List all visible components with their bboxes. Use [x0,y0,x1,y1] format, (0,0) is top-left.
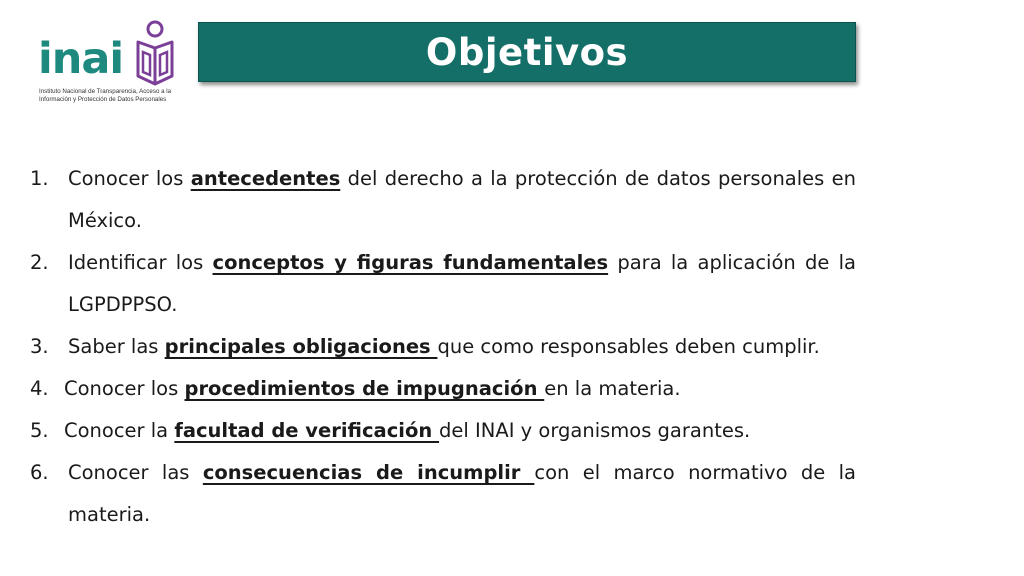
objective-text: Conocer las [68,461,203,484]
title-bar [198,22,856,82]
objective-number: 3. [30,335,49,358]
page-title: Objetivos [425,30,629,74]
objective-item [30,368,856,410]
objective-number: 2. [30,251,49,274]
logo-wordmark: inai [38,34,124,84]
objective-number: 5. [30,419,49,442]
objective-text: Saber las [68,335,165,358]
objectives-list [30,158,856,536]
objective-item [30,410,856,452]
objective-text: con el marco normativo de la materia. [68,461,856,526]
objective-text: Conocer la [64,419,175,442]
objective-keyword: antecedentes [190,167,341,190]
objective-text: del derecho a la protección de datos personales en México. [68,167,856,232]
objective-item [30,242,856,326]
objective-number: 4. [30,377,49,400]
objective-item [30,452,856,536]
objective-keyword: conceptos y figuras fundamentales [212,251,609,274]
objective-text: para la aplicación de la LGPDPPSO. [68,251,856,316]
objective-keyword: consecuencias de incumplir [202,461,535,484]
objective-item [30,158,856,242]
person-book-icon [132,20,176,88]
objective-keyword: principales obligaciones [164,335,438,358]
objective-text: Conocer los [64,377,185,400]
objective-text: en la materia. [544,377,681,400]
objective-number: 6. [30,461,49,484]
objective-text: que como responsables deben cumplir. [437,335,820,358]
inai-logo [38,20,188,110]
objective-text: Identificar los [68,251,213,274]
objective-keyword: facultad de verificación [174,419,440,442]
objective-item [30,326,856,368]
objective-number: 1. [30,167,49,190]
objective-text: del INAI y organismos garantes. [439,419,751,442]
objective-keyword: procedimientos de impugnación [184,377,545,400]
objective-text: Conocer los [68,167,191,190]
logo-caption: Instituto Nacional de Transparencia, Acceso a la Información y Protección de Datos Personales [39,88,172,103]
